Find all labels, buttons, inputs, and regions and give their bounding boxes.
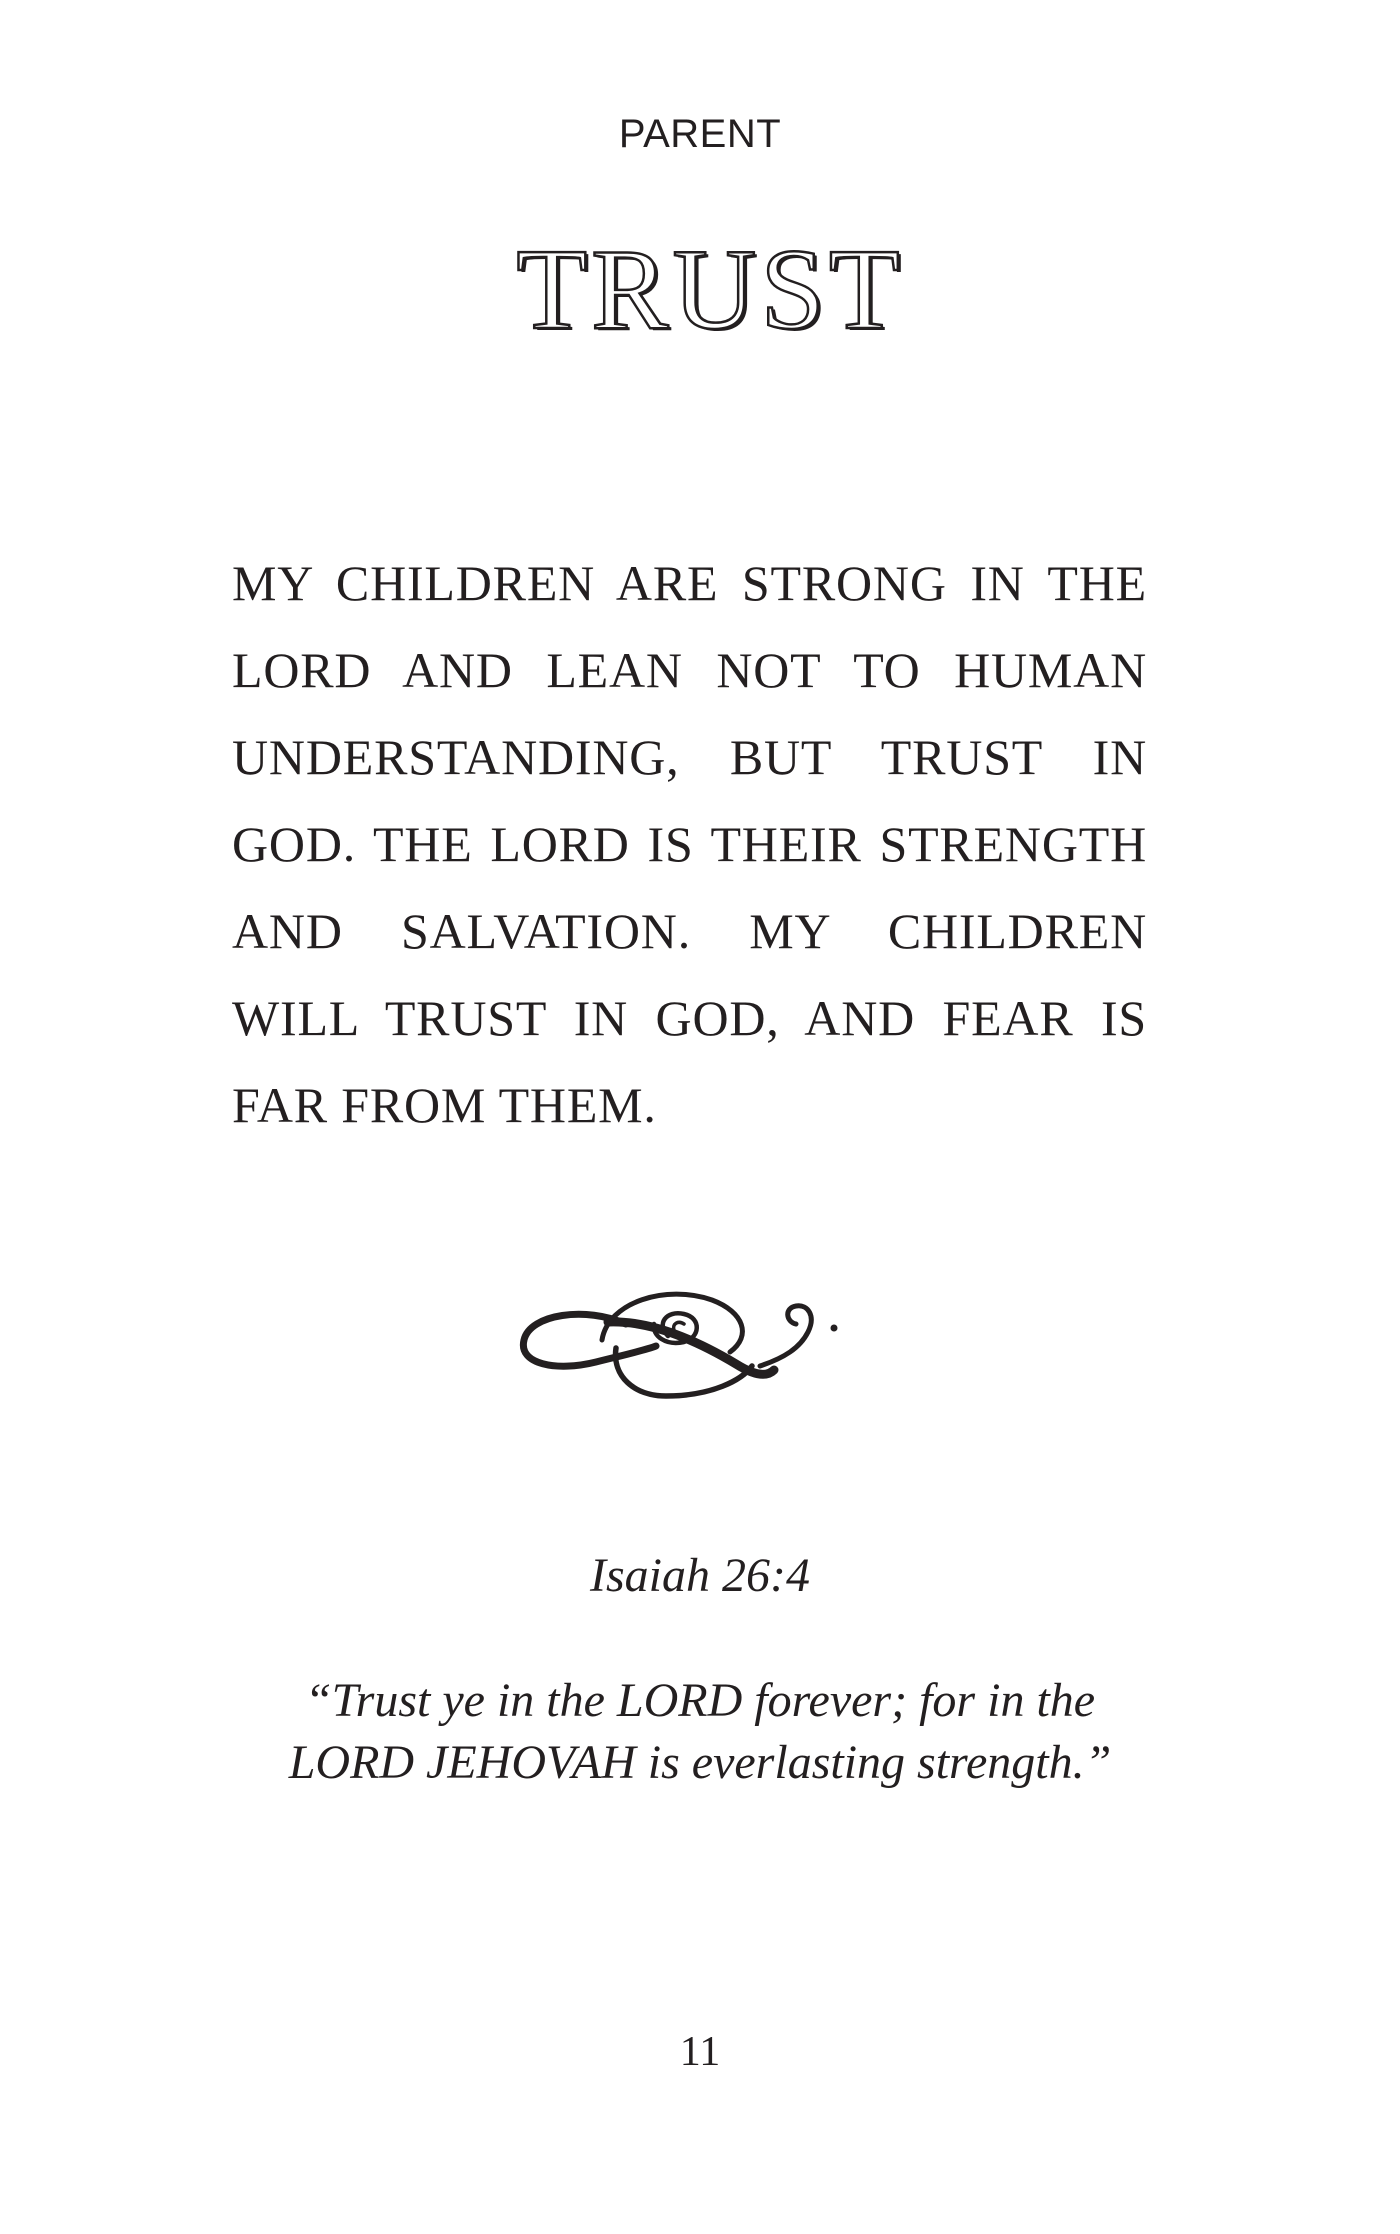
- flourish-divider-icon: [516, 1280, 856, 1410]
- chapter-title: TRUST: [516, 226, 904, 354]
- scripture-verse-line-2: LORD JEHOVAH is everlasting strength.”: [288, 1736, 1112, 1789]
- scripture-verse: [200, 1670, 1200, 1794]
- running-head: PARENT: [618, 112, 782, 156]
- affirmation-text: MY CHILDREN ARE STRONG IN THE LORD AND LEAN NOT TO HUMAN UNDERSTANDING, BUT TRUST IN GOD. THE LORD IS THEIR STRENGTH AND SALVATION. MY CHILDREN WILL TRUST IN GOD, AND FEAR IS FAR FROM THEM.: [232, 555, 1147, 1133]
- scripture-reference: Isaiah 26:4: [590, 1549, 810, 1602]
- page-number: 11: [679, 2029, 721, 2075]
- scripture-verse-line-1: “Trust ye in the LORD forever; for in the: [304, 1674, 1096, 1727]
